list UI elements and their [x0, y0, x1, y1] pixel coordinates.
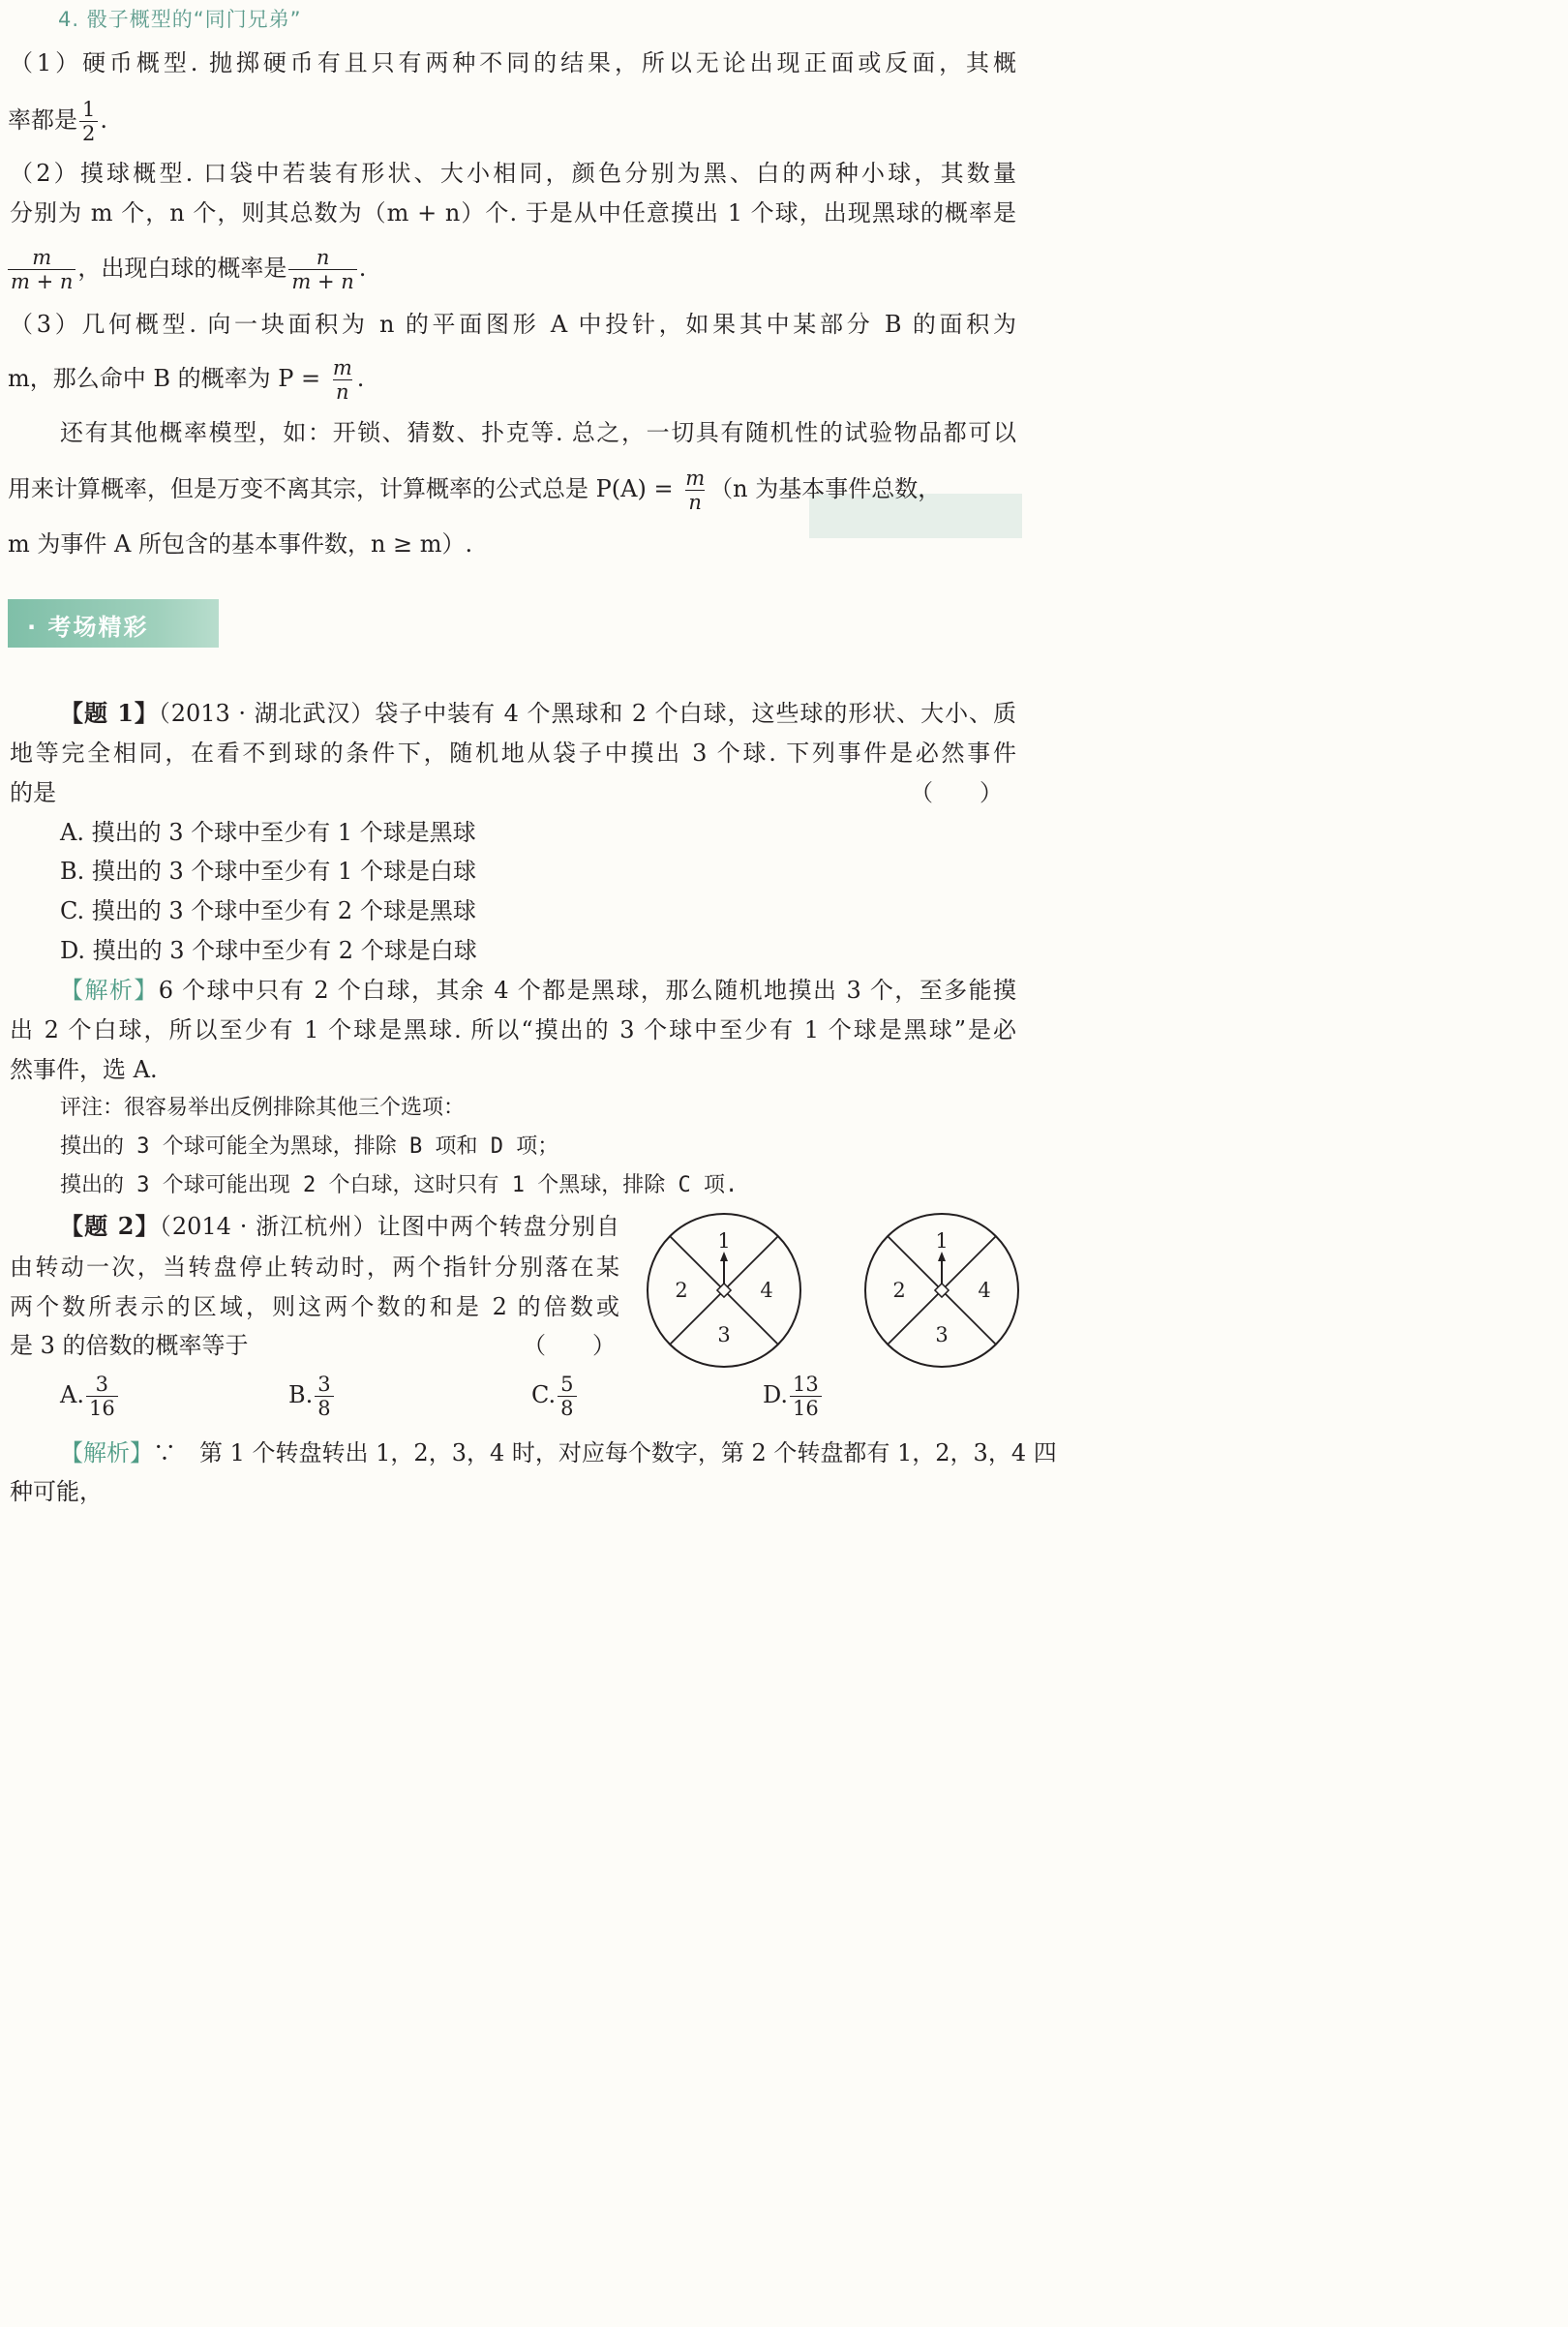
- spinner-left-label-4: 4: [760, 1279, 773, 1302]
- q1-option-d: D. 摸出的 3 个球中至少有 2 个球是白球: [60, 937, 477, 964]
- fraction-n-over-m-plus-n: $\frac{n}{m + n}$: [288, 246, 356, 293]
- section-heading: 4. 骰子概型的“同门兄弟”: [58, 8, 302, 31]
- fraction-m-over-n-formula: $\frac{m}{n}$: [685, 467, 706, 514]
- q1-note-line3: 摸出的 3 个球可能出现 2 个白球，这时只有 1 个黑球，排除 C 项.: [60, 1173, 739, 1197]
- section-banner: · 考场精彩: [8, 599, 219, 648]
- q1-note-line2: 摸出的 3 个球可能全为黑球，排除 B 项和 D 项；: [60, 1134, 559, 1159]
- q1-analysis-line2: 出 2 个白球，所以至少有 1 个球是黑球. 所以“摸出的 3 个球中至少有 1 个球是黑球”是必: [10, 1016, 1016, 1043]
- q2-option-c: C. $\frac{5}{8}$: [531, 1370, 579, 1420]
- spinner-left: [648, 1214, 800, 1367]
- q2-answer-blank: （ ）: [523, 1332, 616, 1359]
- spinner-diagrams: [639, 1210, 1022, 1375]
- q2-option-d: D. $\frac{13}{16}$: [763, 1370, 824, 1420]
- q1-option-a: A. 摸出的 3 个球中至少有 1 个球是黑球: [60, 819, 476, 846]
- q2-analysis-line2: 种可能，: [10, 1478, 103, 1505]
- q1-analysis-line3: 然事件，选 A.: [10, 1056, 158, 1083]
- q1-line3: 的是: [10, 779, 56, 806]
- q1-note-line1: 评注：很容易举出反例排除其他三个选项：: [60, 1096, 466, 1120]
- spinner-right-label-1: 1: [935, 1229, 949, 1253]
- fraction-m-over-m-plus-n: $\frac{m}{m + n}$: [8, 246, 75, 293]
- p1-line2: 率都是 $\frac{1}{2}$ .: [8, 98, 108, 145]
- q2-line1: 【题 2】（2014 · 浙江杭州）让图中两个转盘分别自: [60, 1212, 619, 1240]
- textbook-page: [0, 0, 1057, 1514]
- q2-option-b: B. $\frac{3}{8}$: [288, 1370, 336, 1420]
- q1-answer-blank: （ ）: [910, 779, 1003, 806]
- q2-option-a: A. $\frac{3}{16}$: [60, 1370, 120, 1420]
- spinner-right-label-3: 3: [935, 1323, 949, 1346]
- q1-line2: 地等完全相同，在看不到球的条件下，随机地从袋子中摸出 3 个球. 下列事件是必然事件: [10, 740, 1016, 767]
- q1-analysis-line1: 【解析】6 个球中只有 2 个白球，其余 4 个都是黑球，那么随机地摸出 3 个，至多能摸: [60, 977, 1017, 1004]
- p3-line2: m，那么命中 B 的概率为 P = $\frac{m}{n}$ .: [8, 356, 365, 404]
- spinner-right-label-2: 2: [892, 1279, 906, 1302]
- q1-option-b: B. 摸出的 3 个球中至少有 1 个球是白球: [60, 858, 476, 885]
- spinner-left-label-3: 3: [717, 1323, 731, 1346]
- p2-line2: 分别为 m 个，n 个，则其总数为（m + n）个. 于是从中任意摸出 1 个球，出现黑球的概率是: [10, 199, 1016, 227]
- spinner-left-label-2: 2: [675, 1279, 688, 1302]
- spinner-right-label-4: 4: [978, 1279, 991, 1302]
- q2-analysis-line1: 【解析】∵ 第 1 个转盘转出 1，2，3，4 时，对应每个数字，第 2 个转盘都有 1，2，3，4 四: [60, 1439, 1057, 1466]
- p1-line1: （1）硬币概型. 抛掷硬币有且只有两种不同的结果，所以无论出现正面或反面，其概: [10, 49, 1016, 76]
- p4-line1: 还有其他概率模型，如：开锁、猜数、扑克等. 总之，一切具有随机性的试验物品都可以: [60, 419, 1016, 446]
- q1-option-c: C. 摸出的 3 个球中至少有 2 个球是黑球: [60, 897, 476, 924]
- q2-line3: 两个数所表示的区域，则这两个数的和是 2 的倍数或: [10, 1293, 619, 1320]
- q1-line1: 【题 1】（2013 · 湖北武汉）袋子中装有 4 个黑球和 2 个白球，这些球的形状、大小、质: [60, 699, 1016, 727]
- spinner-right: [865, 1214, 1018, 1367]
- p4-line3: m 为事件 A 所包含的基本事件数，n ≥ m）.: [8, 530, 473, 558]
- q2-line4: 是 3 的倍数的概率等于: [10, 1332, 249, 1359]
- q2-line2: 由转动一次，当转盘停止转动时，两个指针分别落在某: [10, 1254, 619, 1281]
- fraction-m-over-n: $\frac{m}{n}$: [332, 356, 352, 404]
- p2-line3: $\frac{m}{m + n}$ ，出现白球的概率是 $\frac{n}{m + n}$ .: [6, 244, 366, 293]
- spinner-left-label-1: 1: [717, 1229, 731, 1253]
- fraction-one-half: $\frac{1}{2}$: [79, 98, 98, 145]
- p3-line1: （3）几何概型. 向一块面积为 n 的平面图形 A 中投针，如果其中某部分 B 的面积为: [10, 311, 1016, 338]
- p2-line1: （2）摸球概型. 口袋中若装有形状、大小相同，颜色分别为黑、白的两种小球，其数量: [10, 160, 1016, 187]
- p4-line2: 用来计算概率，但是万变不离其宗，计算概率的公式总是 P(A) = $\frac{m}{n}$ （n 为基本事件总数，: [8, 467, 942, 514]
